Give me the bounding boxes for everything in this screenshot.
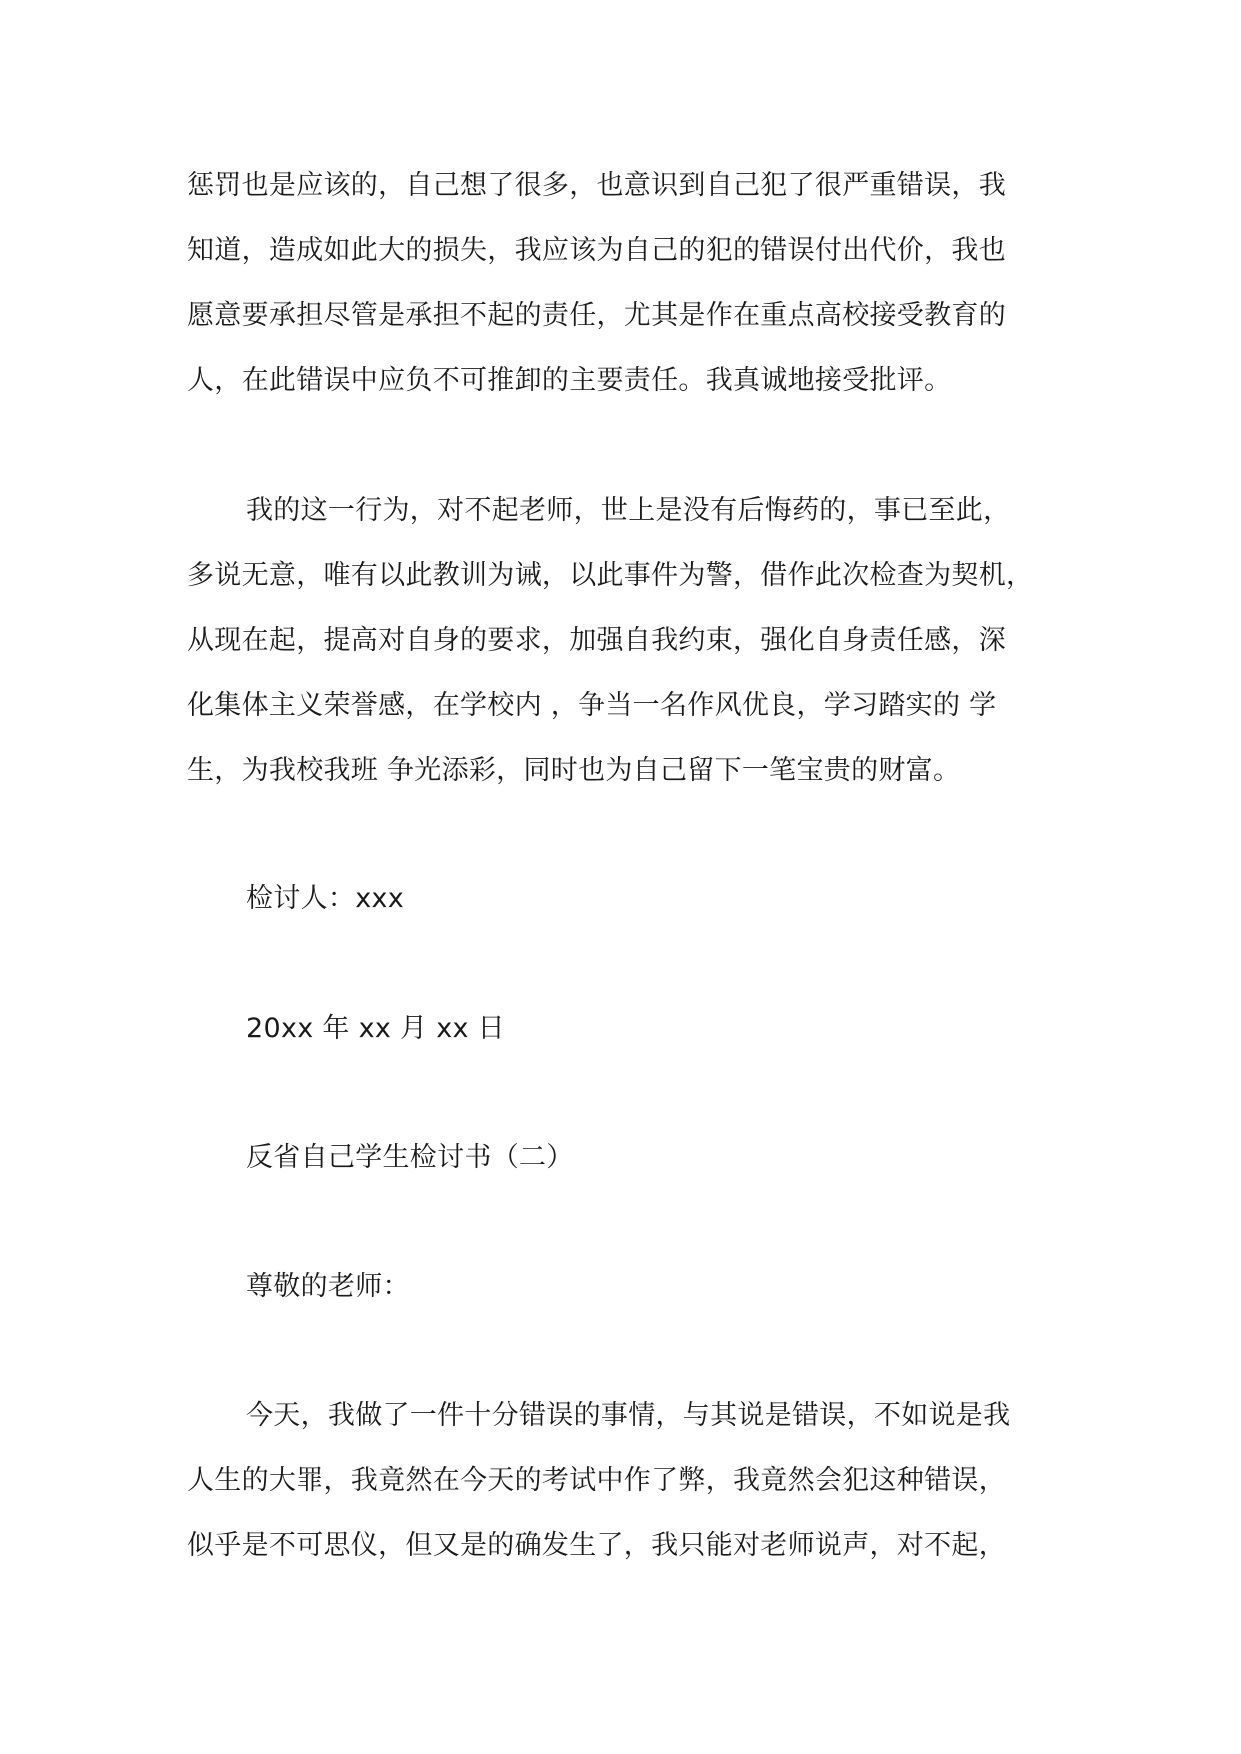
text-line-1: 惩罚也是应该的，自己想了很多，也意识到自己犯了很严重错误，我: [187, 170, 1006, 201]
text-line-16: 似乎是不可思仪，但又是的确发生了，我只能对老师说声，对不起，: [187, 1530, 1006, 1561]
text-line-9: 生，为我校我班 争光添彩，同时也为自己留下一笔宝贵的财富。: [187, 755, 961, 786]
salutation-line: 尊敬的老师：: [246, 1271, 410, 1302]
text-line-6: 多说无意，唯有以此教训为诫，以此事件为警，借作此次检查为契机，: [187, 560, 1034, 591]
text-line-4: 人，在此错误中应负不可推卸的主要责任。我真诚地接受批评。: [187, 365, 952, 396]
text-line-5: 我的这一行为，对不起老师，世上是没有后悔药的，事已至此，: [246, 495, 1011, 526]
signatory-line: 检讨人：xxx: [246, 883, 405, 914]
text-line-3: 愿意要承担尽管是承担不起的责任，尤其是作在重点高校接受教育的: [187, 300, 1006, 331]
text-line-15: 人生的大罪，我竟然在今天的考试中作了弊，我竟然会犯这种错误，: [187, 1465, 1006, 1496]
text-line-2: 知道，造成如此大的损失，我应该为自己的犯的错误付出代价，我也: [187, 235, 1006, 266]
text-line-14: 今天，我做了一件十分错误的事情，与其说是错误，不如说是我: [246, 1400, 1011, 1431]
text-line-7: 从现在起，提高对自身的要求，加强自我约束，强化自身责任感，深: [187, 625, 1006, 656]
date-line: 20xx 年 xx 月 xx 日: [246, 1013, 505, 1044]
text-line-8: 化集体主义荣誉感，在学校内 ，争当一名作风优良，学习踏实的 学: [187, 690, 997, 721]
section-title: 反省自己学生检讨书（二）: [246, 1142, 574, 1173]
